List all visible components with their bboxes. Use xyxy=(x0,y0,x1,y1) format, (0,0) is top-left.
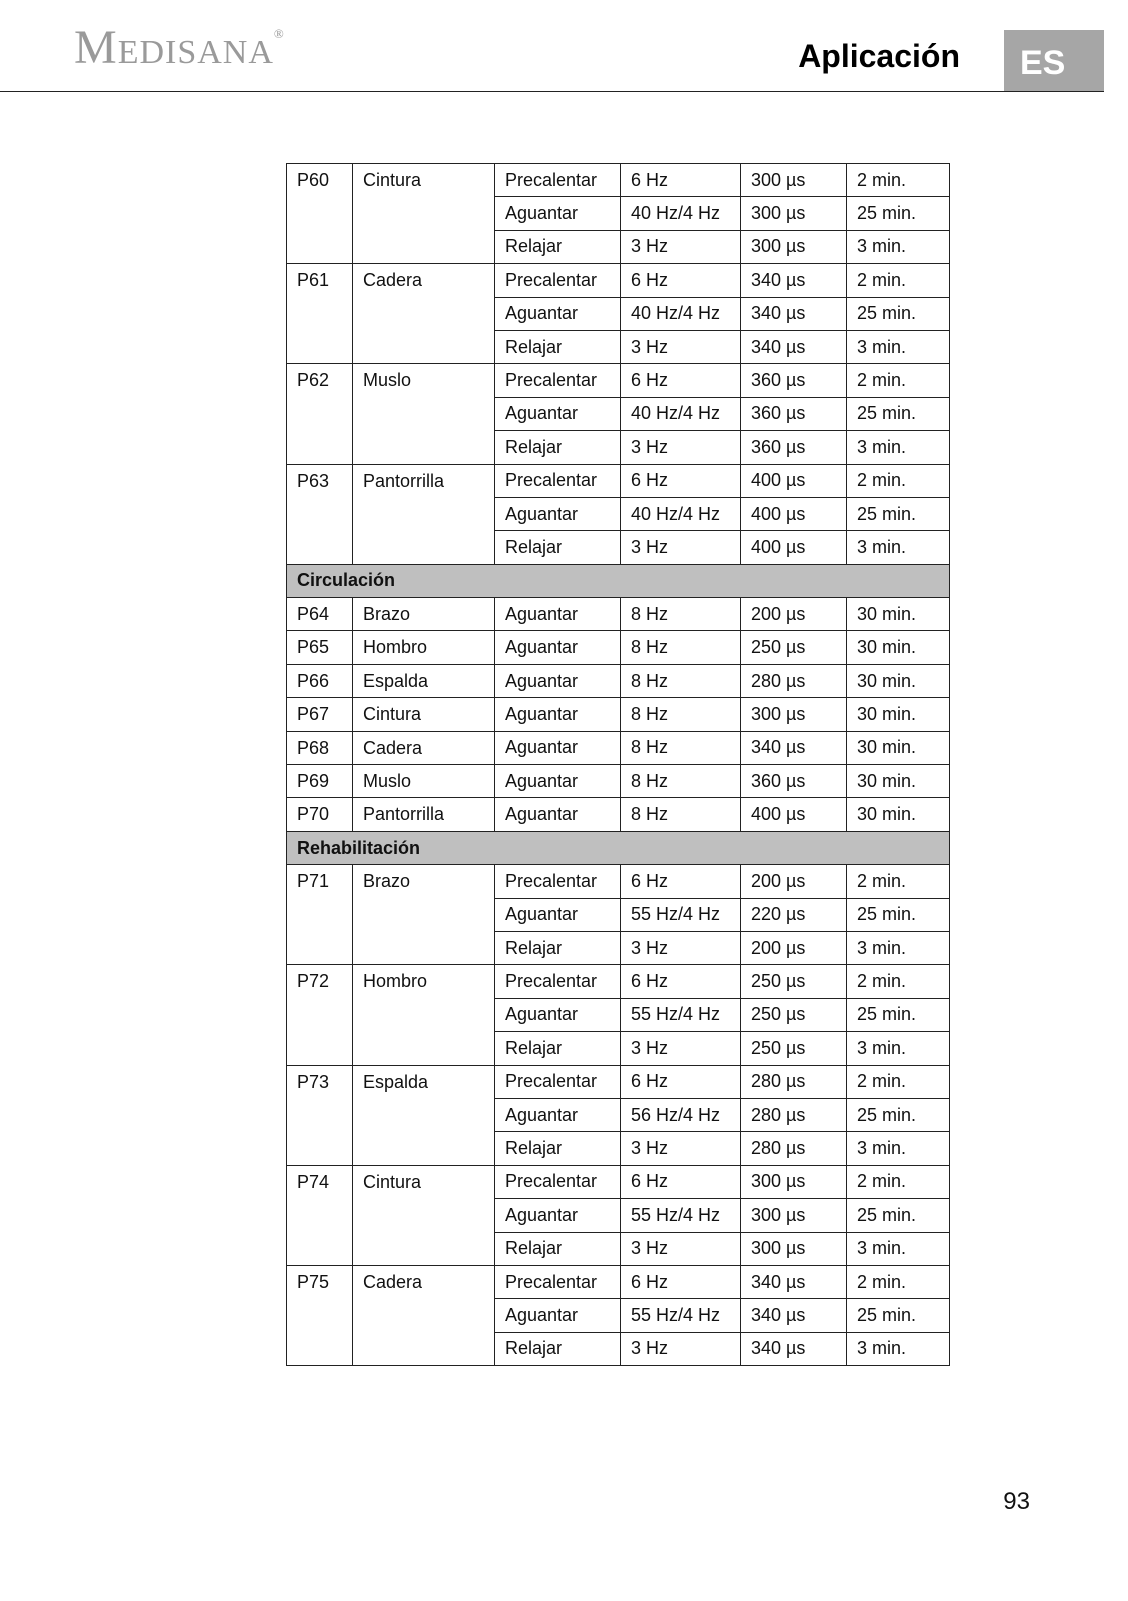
phase-cell: Precalentar xyxy=(495,965,621,998)
program-code-cell: P65 xyxy=(287,631,353,664)
pulse-width-cell: 360 µs xyxy=(741,397,847,430)
program-code-cell: P75 xyxy=(287,1265,353,1365)
frequency-cell: 3 Hz xyxy=(621,1132,741,1165)
duration-cell: 25 min. xyxy=(847,397,950,430)
phase-cell: Aguantar xyxy=(495,698,621,731)
frequency-cell: 3 Hz xyxy=(621,230,741,263)
program-code-cell: P63 xyxy=(287,464,353,564)
phase-cell: Aguantar xyxy=(495,765,621,798)
phase-cell: Aguantar xyxy=(495,197,621,230)
table-row xyxy=(287,731,950,764)
pulse-width-cell: 250 µs xyxy=(741,965,847,998)
duration-cell: 25 min. xyxy=(847,497,950,530)
table-row xyxy=(287,664,950,697)
body-zone-cell: Cadera xyxy=(353,264,495,364)
frequency-cell: 6 Hz xyxy=(621,364,741,397)
body-zone-cell: Hombro xyxy=(353,965,495,1065)
phase-cell: Aguantar xyxy=(495,1098,621,1131)
pulse-width-cell: 300 µs xyxy=(741,1165,847,1198)
duration-cell: 2 min. xyxy=(847,364,950,397)
body-zone-cell: Brazo xyxy=(353,598,495,631)
pulse-width-cell: 300 µs xyxy=(741,698,847,731)
pulse-width-cell: 340 µs xyxy=(741,264,847,297)
pulse-width-cell: 400 µs xyxy=(741,497,847,530)
duration-cell: 2 min. xyxy=(847,464,950,497)
pulse-width-cell: 400 µs xyxy=(741,531,847,564)
table-row xyxy=(287,631,950,664)
duration-cell: 3 min. xyxy=(847,1132,950,1165)
phase-cell: Precalentar xyxy=(495,865,621,898)
program-code-cell: P70 xyxy=(287,798,353,831)
pulse-width-cell: 340 µs xyxy=(741,1299,847,1332)
body-zone-cell: Muslo xyxy=(353,364,495,464)
frequency-cell: 6 Hz xyxy=(621,1165,741,1198)
pulse-width-cell: 300 µs xyxy=(741,164,847,197)
duration-cell: 25 min. xyxy=(847,998,950,1031)
frequency-cell: 3 Hz xyxy=(621,531,741,564)
frequency-cell: 55 Hz/4 Hz xyxy=(621,1199,741,1232)
phase-cell: Precalentar xyxy=(495,364,621,397)
pulse-width-cell: 360 µs xyxy=(741,431,847,464)
pulse-width-cell: 300 µs xyxy=(741,197,847,230)
body-zone-cell: Cadera xyxy=(353,1265,495,1365)
section-header-row xyxy=(287,831,950,864)
table-row xyxy=(287,464,950,497)
duration-cell: 25 min. xyxy=(847,297,950,330)
frequency-cell: 3 Hz xyxy=(621,931,741,964)
body-zone-cell: Cintura xyxy=(353,164,495,264)
body-zone-cell: Pantorrilla xyxy=(353,798,495,831)
frequency-cell: 6 Hz xyxy=(621,164,741,197)
phase-cell: Aguantar xyxy=(495,798,621,831)
program-table xyxy=(286,163,950,1366)
duration-cell: 30 min. xyxy=(847,664,950,697)
duration-cell: 3 min. xyxy=(847,1232,950,1265)
frequency-cell: 8 Hz xyxy=(621,798,741,831)
phase-cell: Precalentar xyxy=(495,1065,621,1098)
phase-cell: Precalentar xyxy=(495,464,621,497)
duration-cell: 3 min. xyxy=(847,330,950,363)
table-row xyxy=(287,1265,950,1298)
duration-cell: 3 min. xyxy=(847,531,950,564)
pulse-width-cell: 300 µs xyxy=(741,1199,847,1232)
language-badge: ES xyxy=(1004,30,1104,92)
duration-cell: 2 min. xyxy=(847,164,950,197)
frequency-cell: 40 Hz/4 Hz xyxy=(621,397,741,430)
frequency-cell: 3 Hz xyxy=(621,1232,741,1265)
page-title: Aplicación xyxy=(798,38,960,74)
phase-cell: Aguantar xyxy=(495,998,621,1031)
medisana-logo: MEDISANA® xyxy=(74,21,285,74)
pulse-width-cell: 400 µs xyxy=(741,464,847,497)
body-zone-cell: Cintura xyxy=(353,698,495,731)
pulse-width-cell: 200 µs xyxy=(741,865,847,898)
table-row xyxy=(287,264,950,297)
frequency-cell: 55 Hz/4 Hz xyxy=(621,1299,741,1332)
frequency-cell: 40 Hz/4 Hz xyxy=(621,297,741,330)
table-row xyxy=(287,1065,950,1098)
frequency-cell: 55 Hz/4 Hz xyxy=(621,998,741,1031)
duration-cell: 25 min. xyxy=(847,1299,950,1332)
duration-cell: 2 min. xyxy=(847,264,950,297)
frequency-cell: 6 Hz xyxy=(621,1265,741,1298)
body-zone-cell: Espalda xyxy=(353,1065,495,1165)
phase-cell: Aguantar xyxy=(495,664,621,697)
frequency-cell: 6 Hz xyxy=(621,464,741,497)
program-code-cell: P69 xyxy=(287,765,353,798)
duration-cell: 25 min. xyxy=(847,197,950,230)
duration-cell: 2 min. xyxy=(847,1265,950,1298)
duration-cell: 2 min. xyxy=(847,1165,950,1198)
phase-cell: Aguantar xyxy=(495,631,621,664)
table-row xyxy=(287,1165,950,1198)
phase-cell: Relajar xyxy=(495,230,621,263)
pulse-width-cell: 360 µs xyxy=(741,364,847,397)
phase-cell: Precalentar xyxy=(495,164,621,197)
pulse-width-cell: 340 µs xyxy=(741,1265,847,1298)
program-code-cell: P67 xyxy=(287,698,353,731)
frequency-cell: 3 Hz xyxy=(621,1332,741,1365)
pulse-width-cell: 340 µs xyxy=(741,330,847,363)
duration-cell: 3 min. xyxy=(847,431,950,464)
frequency-cell: 3 Hz xyxy=(621,1032,741,1065)
program-code-cell: P64 xyxy=(287,598,353,631)
program-code-cell: P71 xyxy=(287,865,353,965)
section-title: Circulación xyxy=(287,564,950,597)
pulse-width-cell: 220 µs xyxy=(741,898,847,931)
body-zone-cell: Espalda xyxy=(353,664,495,697)
body-zone-cell: Cintura xyxy=(353,1165,495,1265)
program-code-cell: P66 xyxy=(287,664,353,697)
pulse-width-cell: 340 µs xyxy=(741,731,847,764)
table-row xyxy=(287,765,950,798)
frequency-cell: 6 Hz xyxy=(621,965,741,998)
phase-cell: Aguantar xyxy=(495,1199,621,1232)
duration-cell: 25 min. xyxy=(847,1098,950,1131)
pulse-width-cell: 340 µs xyxy=(741,1332,847,1365)
phase-cell: Aguantar xyxy=(495,397,621,430)
duration-cell: 3 min. xyxy=(847,931,950,964)
frequency-cell: 3 Hz xyxy=(621,330,741,363)
frequency-cell: 8 Hz xyxy=(621,664,741,697)
duration-cell: 30 min. xyxy=(847,765,950,798)
body-zone-cell: Cadera xyxy=(353,731,495,764)
body-zone-cell: Brazo xyxy=(353,865,495,965)
phase-cell: Aguantar xyxy=(495,731,621,764)
phase-cell: Precalentar xyxy=(495,1165,621,1198)
section-header-row xyxy=(287,564,950,597)
body-zone-cell: Muslo xyxy=(353,765,495,798)
registered-mark-icon: ® xyxy=(273,26,285,41)
duration-cell: 2 min. xyxy=(847,1065,950,1098)
frequency-cell: 8 Hz xyxy=(621,598,741,631)
phase-cell: Relajar xyxy=(495,1232,621,1265)
frequency-cell: 6 Hz xyxy=(621,865,741,898)
pulse-width-cell: 300 µs xyxy=(741,1232,847,1265)
phase-cell: Relajar xyxy=(495,1332,621,1365)
phase-cell: Aguantar xyxy=(495,898,621,931)
frequency-cell: 40 Hz/4 Hz xyxy=(621,497,741,530)
duration-cell: 3 min. xyxy=(847,230,950,263)
section-title: Rehabilitación xyxy=(287,831,950,864)
phase-cell: Aguantar xyxy=(495,497,621,530)
program-code-cell: P73 xyxy=(287,1065,353,1165)
pulse-width-cell: 400 µs xyxy=(741,798,847,831)
program-table-body xyxy=(287,164,950,1366)
duration-cell: 30 min. xyxy=(847,631,950,664)
program-code-cell: P74 xyxy=(287,1165,353,1265)
duration-cell: 25 min. xyxy=(847,898,950,931)
page-number: 93 xyxy=(1003,1488,1030,1515)
pulse-width-cell: 250 µs xyxy=(741,998,847,1031)
frequency-cell: 3 Hz xyxy=(621,431,741,464)
pulse-width-cell: 200 µs xyxy=(741,931,847,964)
phase-cell: Aguantar xyxy=(495,1299,621,1332)
duration-cell: 2 min. xyxy=(847,965,950,998)
pulse-width-cell: 280 µs xyxy=(741,664,847,697)
table-row xyxy=(287,364,950,397)
duration-cell: 30 min. xyxy=(847,598,950,631)
frequency-cell: 8 Hz xyxy=(621,765,741,798)
frequency-cell: 40 Hz/4 Hz xyxy=(621,197,741,230)
duration-cell: 30 min. xyxy=(847,798,950,831)
frequency-cell: 55 Hz/4 Hz xyxy=(621,898,741,931)
program-code-cell: P61 xyxy=(287,264,353,364)
phase-cell: Relajar xyxy=(495,931,621,964)
table-row xyxy=(287,865,950,898)
phase-cell: Relajar xyxy=(495,1032,621,1065)
header-divider xyxy=(0,91,1104,92)
frequency-cell: 8 Hz xyxy=(621,698,741,731)
table-row xyxy=(287,965,950,998)
duration-cell: 2 min. xyxy=(847,865,950,898)
body-zone-cell: Pantorrilla xyxy=(353,464,495,564)
frequency-cell: 8 Hz xyxy=(621,731,741,764)
duration-cell: 25 min. xyxy=(847,1199,950,1232)
frequency-cell: 56 Hz/4 Hz xyxy=(621,1098,741,1131)
duration-cell: 3 min. xyxy=(847,1332,950,1365)
pulse-width-cell: 340 µs xyxy=(741,297,847,330)
phase-cell: Relajar xyxy=(495,531,621,564)
frequency-cell: 6 Hz xyxy=(621,264,741,297)
pulse-width-cell: 250 µs xyxy=(741,631,847,664)
pulse-width-cell: 200 µs xyxy=(741,598,847,631)
table-row xyxy=(287,698,950,731)
frequency-cell: 8 Hz xyxy=(621,631,741,664)
program-code-cell: P72 xyxy=(287,965,353,1065)
duration-cell: 30 min. xyxy=(847,731,950,764)
phase-cell: Relajar xyxy=(495,330,621,363)
pulse-width-cell: 360 µs xyxy=(741,765,847,798)
pulse-width-cell: 280 µs xyxy=(741,1132,847,1165)
table-row xyxy=(287,798,950,831)
duration-cell: 30 min. xyxy=(847,698,950,731)
phase-cell: Relajar xyxy=(495,1132,621,1165)
phase-cell: Precalentar xyxy=(495,264,621,297)
phase-cell: Relajar xyxy=(495,431,621,464)
phase-cell: Aguantar xyxy=(495,297,621,330)
duration-cell: 3 min. xyxy=(847,1032,950,1065)
body-zone-cell: Hombro xyxy=(353,631,495,664)
pulse-width-cell: 300 µs xyxy=(741,230,847,263)
phase-cell: Precalentar xyxy=(495,1265,621,1298)
program-code-cell: P60 xyxy=(287,164,353,264)
pulse-width-cell: 280 µs xyxy=(741,1098,847,1131)
pulse-width-cell: 250 µs xyxy=(741,1032,847,1065)
program-code-cell: P68 xyxy=(287,731,353,764)
table-row xyxy=(287,598,950,631)
table-row xyxy=(287,164,950,197)
frequency-cell: 6 Hz xyxy=(621,1065,741,1098)
pulse-width-cell: 280 µs xyxy=(741,1065,847,1098)
phase-cell: Aguantar xyxy=(495,598,621,631)
program-code-cell: P62 xyxy=(287,364,353,464)
